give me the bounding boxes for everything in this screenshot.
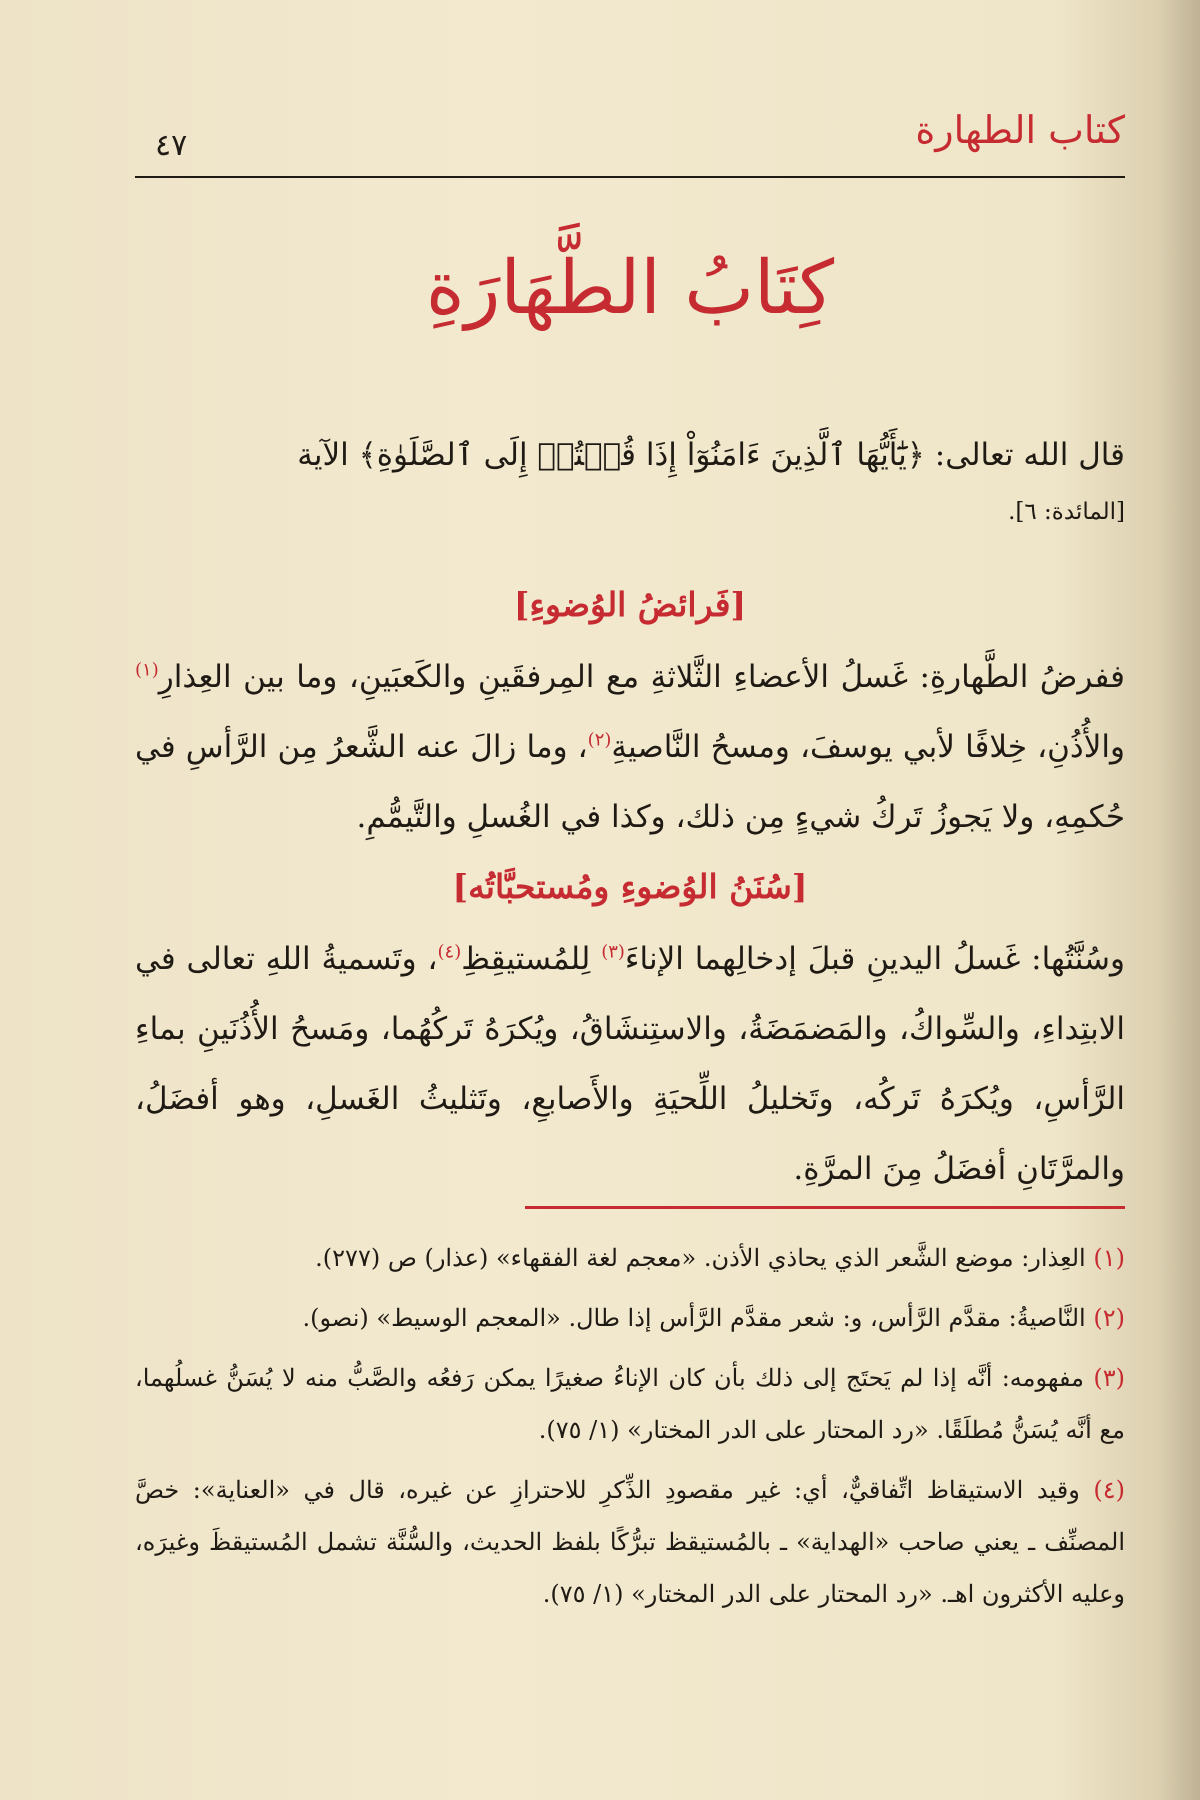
footnote-text: وقيد الاستيقاظ اتِّفاقيٌّ، أي: غير مقصودِ الذِّكرِ للاحترازِ عن غيره، قال في «العناية»: خصَّ المصنِّف ـ يعني صاحب «الهداية» ـ بالمُستيقظ تبرُّكًا بلفظ الحديث، والسُّنَّة تشمل المُستيقظَ وغيرَه، وعليه الأكثرون اهـ. «رد المحتار على الدر المختار» (١/ ٧٥). <box>135 1476 1125 1608</box>
section-text-part: ، وما زالَ عنه الشَّعرُ مِن الرَّأسِ في حُكمِهِ، ولا يَجوزُ تَركُ شيءٍ مِن ذلك، وكذا في الغُسلِ والتَّيمُّمِ. <box>135 729 1125 835</box>
page-number: ٤٧ <box>155 128 188 163</box>
chapter-title: كِتَابُ الطَّهَارَةِ <box>425 245 835 331</box>
running-title: كتاب الطهارة <box>915 108 1125 152</box>
footnote-reference: (٤) <box>437 941 462 963</box>
verse-suffix: الآية <box>297 437 349 473</box>
footnote-item <box>135 1292 1125 1344</box>
page-edge-shadow <box>1160 0 1200 1800</box>
section-text-part: وسُنَّتُها: غَسلُ اليدينِ قبلَ إدخالِهما الإناءَ <box>624 941 1125 977</box>
footnote-text: مفهومه: أنَّه إذا لم يَحتَج إلى ذلك بأن كان الإناءُ صغيرًا يمكن رَفعُه والصَّبُّ منه لا يُسَنُّ غسلُهما، مع أنَّه يُسَنُّ مُطلَقًا. «رد المحتار على الدر المختار» (١/ ٧٥). <box>135 1364 1125 1444</box>
footnote-text: العِذار: موضع الشَّعر الذي يحاذي الأذن. «معجم لغة الفقهاء» (عذار) ص (٢٧٧). <box>315 1244 1086 1272</box>
footnote-number: (٢) <box>1093 1304 1125 1332</box>
footnote-separator <box>525 1206 1125 1209</box>
footnote-item <box>135 1232 1125 1284</box>
footnote-reference: (١) <box>135 659 159 681</box>
section-text-part: ففرضُ الطَّهارةِ: غَسلُ الأعضاءِ الثَّلاثةِ مع المِرفقَينِ والكَعبَينِ، وما بين العِذارِ <box>158 659 1125 695</box>
section-heading-sunan: [سُنَنُ الوُضوءِ ومُستحبَّاتُه] <box>452 867 808 906</box>
footnote-number: (١) <box>1093 1244 1125 1272</box>
section-text-sunan <box>135 924 1125 1204</box>
section-text-part: والأُذُنِ، خِلافًا لأبي يوسفَ، ومسحُ النَّاصيةِ <box>611 729 1125 765</box>
main-text <box>135 420 1125 1204</box>
header-rule <box>135 176 1125 178</box>
footnote-text: النَّاصيةُ: مقدَّم الرَّأس، و: شعر مقدَّم الرَّأس إذا طال. «المعجم الوسيط» (نصو). <box>302 1304 1086 1332</box>
section-text-part: ، وتَسميةُ اللهِ تعالى في الابتِداءِ، والسِّواكُ، والمَضمَضَةُ، والاستِنشَاقُ، ويُكرَهُ تَركُهُما، ومَسحُ الأُذُنَينِ بماءِ الرَّأسِ، ويُكرَهُ تَركُه، وتَخليلُ اللِّحيَةِ والأَصابعِ، وتَثليثُ الغَسلِ، وهو أفضَلُ، والمرَّتَانِ أفضَلُ مِنَ المرَّةِ. <box>135 941 1125 1187</box>
footnote-reference: (٢) <box>587 729 612 751</box>
verse-citation: [المائدة: ٦]. <box>1008 499 1125 525</box>
section-text-faraid <box>135 642 1125 852</box>
footnote-number: (٣) <box>1093 1364 1125 1392</box>
footnote-item <box>135 1352 1125 1456</box>
verse-quote: ﴿يَٰٓأَيُّهَا ٱلَّذِينَ ءَامَنُوٓاْ إِذَا قُمۡتُمۡ إِلَى ٱلصَّلَوٰةِ﴾ <box>358 437 925 473</box>
verse-prefix: قال الله تعالى: <box>934 437 1125 473</box>
footnotes <box>135 1232 1125 1628</box>
footnote-reference: (٣) <box>601 941 625 963</box>
footnote-number: (٤) <box>1093 1476 1125 1504</box>
section-text-part: لِلمُستيقِظِ <box>461 941 591 977</box>
page-header <box>135 100 1125 180</box>
verse-line <box>135 420 1125 490</box>
section-heading-faraid: [فَرائضُ الوُضوءِ] <box>513 585 747 624</box>
footnote-item <box>135 1464 1125 1620</box>
